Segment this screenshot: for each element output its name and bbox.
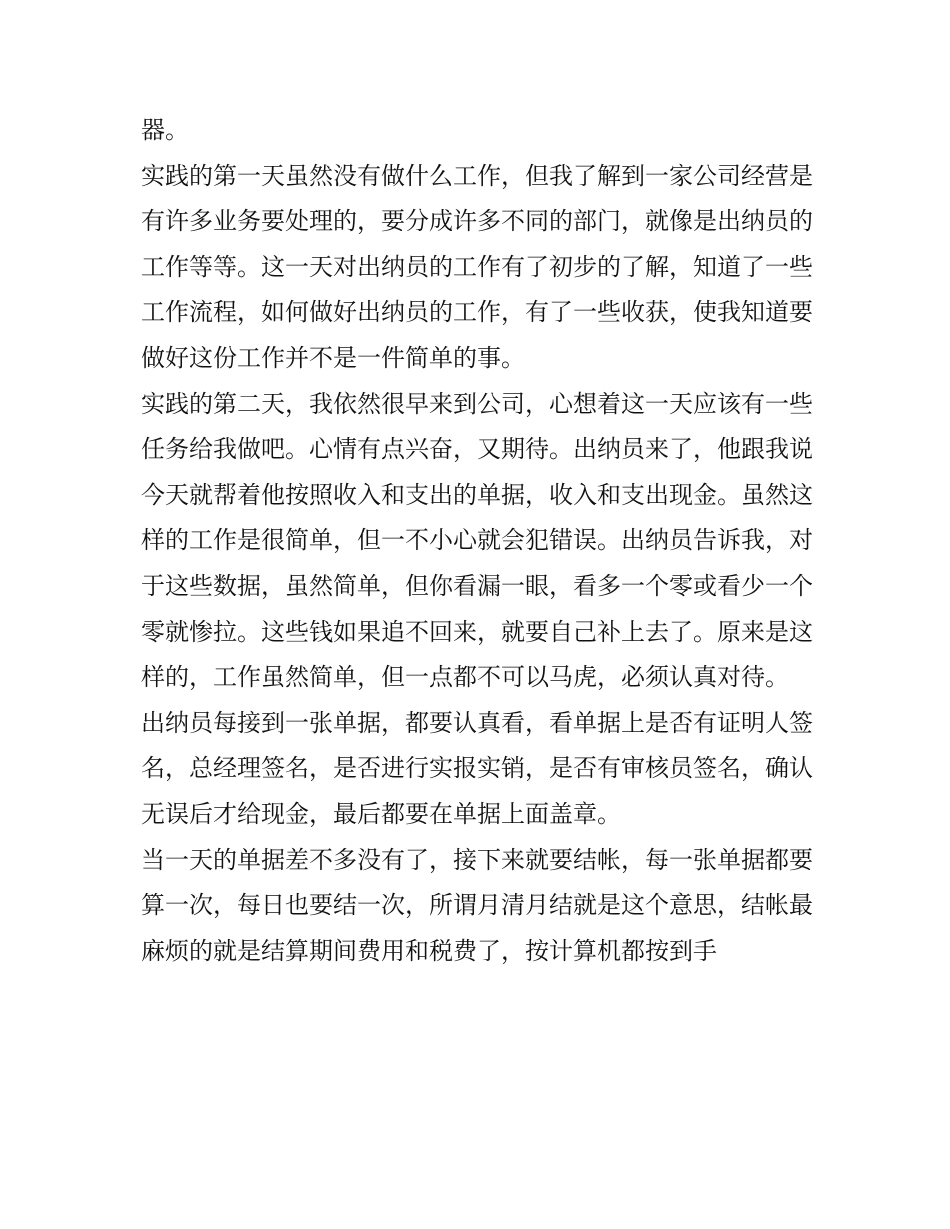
paragraph-3: 实践的第二天，我依然很早来到公司，心想着这一天应该有一些任务给我做吧。心情有点兴奋，又期待。出纳员来了，他跟我说今天就帮着他按照收入和支出的单据，收入和支出现金。虽然这样的工作是很简单，但一不小心就会犯错误。出纳员告诉我，对于这些数据，虽然简单，但你看漏一眼，看多一个零或看少一个零就惨拉。这些钱如果追不回来，就要自己补上去了。原来是这样的，工作虽然简单，但一点都不可以马虎，必须认真对待。: [141, 389, 813, 692]
paragraph-1: 器。: [141, 116, 189, 144]
document-body: [141, 108, 813, 974]
paragraph-5: 当一天的单据差不多没有了，接下来就要结帐，每一张单据都要算一次，每日也要结一次，所谓月清月结就是这个意思，结帐最麻烦的就是结算期间费用和税费了，按计算机都按到手: [141, 845, 813, 965]
paragraph-2: 实践的第一天虽然没有做什么工作，但我了解到一家公司经营是有许多业务要处理的，要分成许多不同的部门，就像是出纳员的工作等等。这一天对出纳员的工作有了初步的了解，知道了一些工作流程，如何做好出纳员的工作，有了一些收获，使我知道要做好这份工作并不是一件简单的事。: [141, 161, 813, 372]
paragraph-4: 出纳员每接到一张单据，都要认真看，看单据上是否有证明人签名，总经理签名，是否进行实报实销，是否有审核员签名，确认无误后才给现金，最后都要在单据上面盖章。: [141, 708, 813, 828]
